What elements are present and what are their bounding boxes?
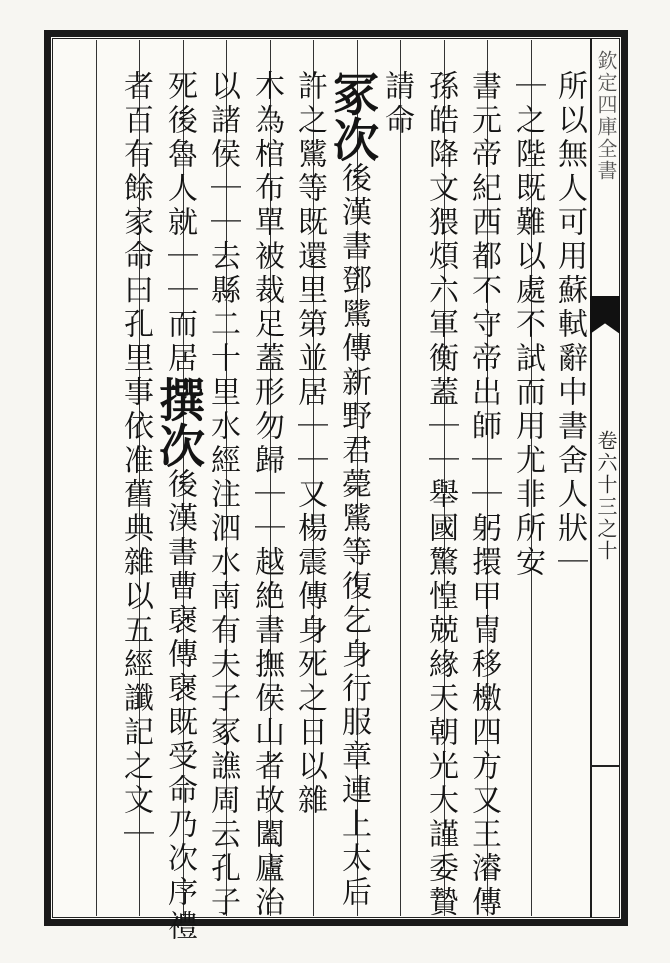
text-column-6 xyxy=(326,70,380,910)
text-column-7 xyxy=(290,70,328,910)
column-text: 後漢書曹襃傳襃既受命乃次序禮 xyxy=(162,468,197,944)
text-column-1 xyxy=(550,70,588,910)
column-text: 請 xyxy=(379,70,414,104)
column-text: 書元帝紀西都不守帝出師｜｜躬擐甲冑移檄四方又王濬傳 xyxy=(466,70,501,920)
text-column-11 xyxy=(116,70,154,910)
column-text: 後漢書鄧騭傳新野君薨騭等復乞身行服章連上太后 xyxy=(336,162,371,910)
column-text: 死後魯人就｜｜而居 xyxy=(162,70,197,376)
column-text: 命 xyxy=(379,104,414,138)
entry-heading: 冢次 xyxy=(326,70,380,162)
column-text: 許之騭等既還里第並居｜｜又楊震傳身死之日以雜 xyxy=(292,70,327,818)
column-text: 事依准舊典雜以五經讖記之文｜ xyxy=(118,376,153,852)
entry-heading: 撰次 xyxy=(152,376,206,468)
book-title: 欽定四庫全書 xyxy=(594,50,618,182)
column-text: 所以無人可用蘇軾辭中書舍人狀｜ xyxy=(552,70,587,580)
margin-divider xyxy=(590,765,620,767)
chapter-label: 卷六十三之十 xyxy=(594,430,618,562)
column-text: 孫皓降文猥煩六軍衡蓋｜｜舉國驚惶兢緣天朝光大謹委贄 xyxy=(423,70,458,920)
column-rule xyxy=(96,40,97,916)
column-text: 木為棺布單被裁足蓋形勿歸｜｜越絶書撫侯山者故闔廬治 xyxy=(249,70,284,920)
text-column-5 xyxy=(377,70,415,910)
text-column-9 xyxy=(203,70,241,920)
text-column-8 xyxy=(247,70,285,920)
text-column-2 xyxy=(508,70,546,910)
text-column-10 xyxy=(152,70,206,944)
column-text: 以諸侯｜｜去縣二十里水經注泗水南有夫子冢譙周云孔子 xyxy=(205,70,240,920)
column-text: 者百有餘家命曰孔里 xyxy=(118,70,153,376)
text-column-3 xyxy=(464,70,502,920)
column-text: ｜之陛既難以處不試而用尤非所安 xyxy=(510,70,545,580)
text-column-4 xyxy=(421,70,459,920)
